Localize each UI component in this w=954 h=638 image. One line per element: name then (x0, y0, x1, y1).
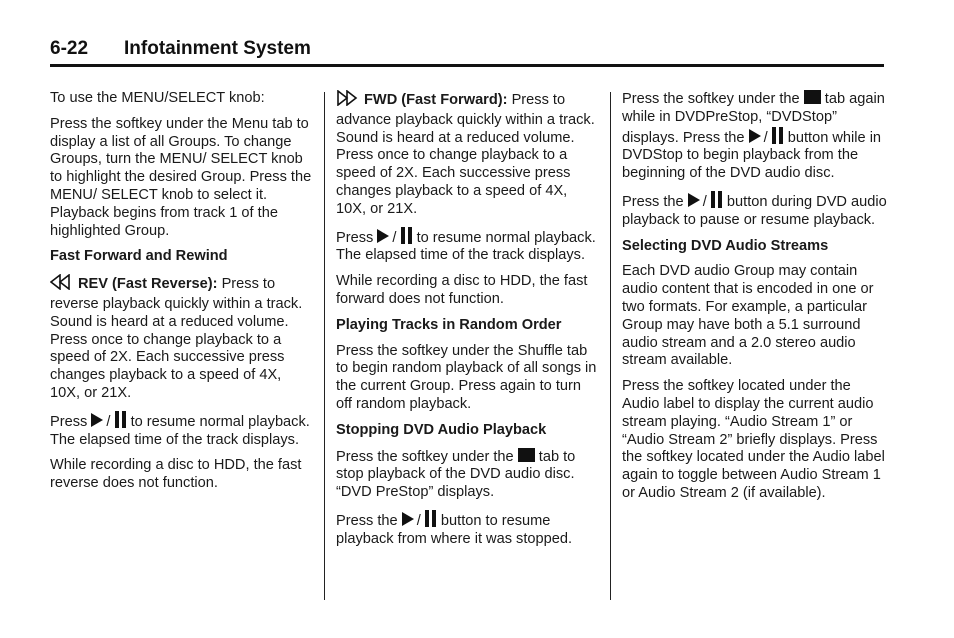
paragraph (622, 90, 888, 183)
text: Press the softkey under the (336, 448, 514, 465)
text: Press the (622, 193, 684, 210)
text: Press the softkey under the (622, 91, 800, 107)
column-3 (622, 90, 888, 511)
paragraph (50, 274, 312, 403)
fast-reverse-icon (50, 274, 72, 296)
pause-icon (425, 510, 437, 527)
page-number: 6-22 (50, 38, 89, 59)
paragraph (336, 448, 598, 502)
text: tab to stop playback of the DVD audio disc. “DVD PreStop” displays. (336, 448, 576, 501)
paragraph (50, 411, 312, 450)
text: the (724, 129, 745, 146)
paragraph: Press the softkey under the Menu tab to display a list of all Groups. To change Groups, turn the MENU/ SELECT knob to highlight the desired Group. Press the MENU/ SELECT knob to select it. Playback begins from track 1 of the highlighted Group. (50, 115, 312, 239)
rev-label: REV (Fast Reverse): (78, 276, 218, 293)
text: / (763, 129, 768, 146)
play-icon (402, 512, 414, 526)
paragraph (336, 90, 598, 219)
fast-forward-icon (336, 90, 358, 112)
paragraph: While recording a disc to HDD, the fast forward does not function. (336, 273, 588, 307)
page-header (50, 38, 311, 60)
paragraph: To use the MENU/SELECT knob: (50, 90, 265, 106)
pause-icon (115, 411, 127, 428)
column-2 (336, 90, 598, 557)
paragraph (336, 227, 598, 266)
pause-icon (772, 127, 784, 144)
text: Press the (336, 512, 398, 529)
section-heading: Playing Tracks in Random Order (336, 316, 562, 333)
play-icon (688, 193, 700, 207)
text: to resume normal playback. The elapsed time of the track displays. (50, 413, 310, 448)
section-heading: Stopping DVD Audio Playback (336, 421, 547, 438)
column-divider-2 (610, 92, 611, 600)
play-icon (91, 413, 103, 427)
text: Press (50, 413, 88, 430)
pause-icon (711, 191, 723, 208)
text: to resume normal playback. The elapsed time of the track displays. (336, 229, 596, 264)
fwd-label: FWD (Fast Forward): (364, 92, 508, 108)
column-1 (50, 90, 312, 501)
fwd-text: Press to advance playback quickly within a track. Sound is heard at a reduced volume. Press once to change playback to a speed of 2X. Each successive press changes playback to a speed of 4X, 10X, or 21X. (336, 92, 595, 217)
section-heading: Selecting DVD Audio Streams (622, 237, 829, 254)
text: / (106, 413, 111, 430)
text: tab again while in DVDPreStop, “DVDStop” displays. Press (622, 91, 885, 146)
text: / (702, 193, 707, 210)
column-divider-1 (324, 92, 325, 600)
section-heading: Fast Forward and Rewind (50, 248, 228, 265)
stop-icon (804, 90, 821, 104)
pause-icon (401, 227, 413, 244)
rev-text: Press to reverse playback quickly within a track. Sound is heard at a reduced volume. Press once to change playback to a speed of 2X. Each successive press changes playback to a speed of 4X, 10X, or 21X. (50, 276, 303, 401)
play-icon (377, 229, 389, 243)
text: button to resume playback from where it was stopped. (336, 512, 573, 547)
text: / (416, 512, 421, 529)
section-title: Infotainment System (124, 38, 311, 59)
text: / (392, 229, 397, 246)
paragraph: Press the softkey under the Shuffle tab to begin random playback of all songs in the current Group. Press again to turn off random playback. (336, 342, 597, 412)
header-rule (50, 64, 884, 67)
paragraph: Each DVD audio Group may contain audio content that is encoded in one or two formats. For example, a particular Group may have both a 5.1 surround audio stream and a 2.0 stereo audio stream available. (622, 263, 874, 369)
paragraph: While recording a disc to HDD, the fast reverse does not function. (50, 457, 302, 492)
stop-icon (518, 448, 535, 462)
play-icon (749, 129, 761, 143)
text: button while in DVDStop to begin playback from the beginning of the DVD audio disc. (622, 129, 882, 182)
paragraph (336, 510, 598, 549)
paragraph: Press the softkey located under the Audio label to display the current audio stream playing. “Audio Stream 1” or “Audio Stream 2” briefly displays. Press the softkey located under the Audio label again to toggle between Audio Stream 1 or Audio Stream 2 (if available). (622, 378, 885, 501)
text: button during DVD audio playback to pause or resume playback. (622, 193, 887, 228)
paragraph (622, 191, 888, 230)
text: Press (336, 229, 374, 246)
